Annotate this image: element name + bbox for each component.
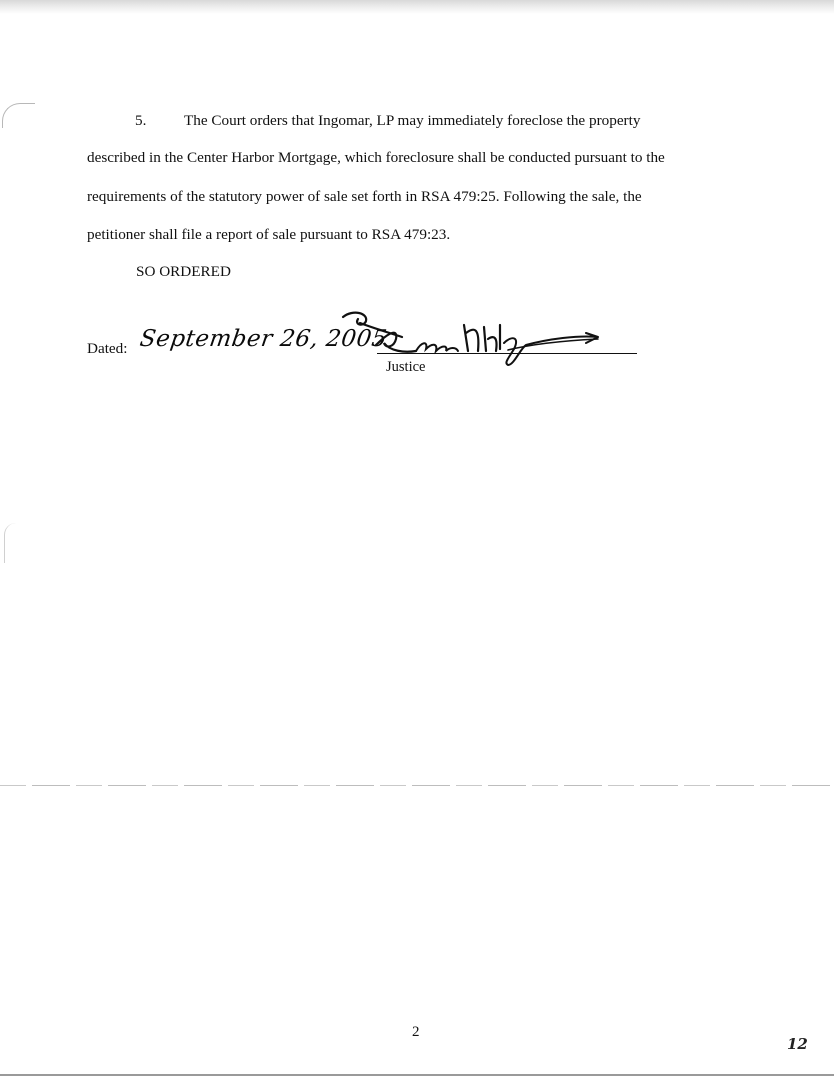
- hole-punch-mark: [2, 103, 35, 128]
- judge-signature: [128, 305, 628, 385]
- signature-line: [377, 353, 637, 354]
- scan-edge-bottom: [0, 1074, 834, 1076]
- page-number: 2: [412, 1024, 420, 1040]
- scan-artifact-line: [0, 785, 834, 786]
- paragraph-number: 5.: [135, 112, 147, 129]
- signature-title: Justice: [386, 359, 426, 375]
- corner-handwritten-mark: 12: [787, 1035, 808, 1053]
- dated-label: Dated:: [87, 340, 128, 357]
- paragraph-line-4: petitioner shall file a report of sale pursuant to RSA 479:23.: [87, 226, 451, 243]
- handwritten-date: September 26, 2005: [138, 326, 389, 352]
- paragraph-line-2: described in the Center Harbor Mortgage, which foreclosure shall be conducted pursuant to the: [87, 149, 665, 166]
- so-ordered-text: SO ORDERED: [136, 263, 231, 280]
- hole-punch-mark-middle: [4, 523, 19, 563]
- scan-edge-top: [0, 0, 834, 14]
- paragraph-line-1: The Court orders that Ingomar, LP may immediately foreclose the property: [184, 112, 641, 129]
- paragraph-line-3: requirements of the statutory power of sale set forth in RSA 479:25. Following the sale, the: [87, 188, 642, 205]
